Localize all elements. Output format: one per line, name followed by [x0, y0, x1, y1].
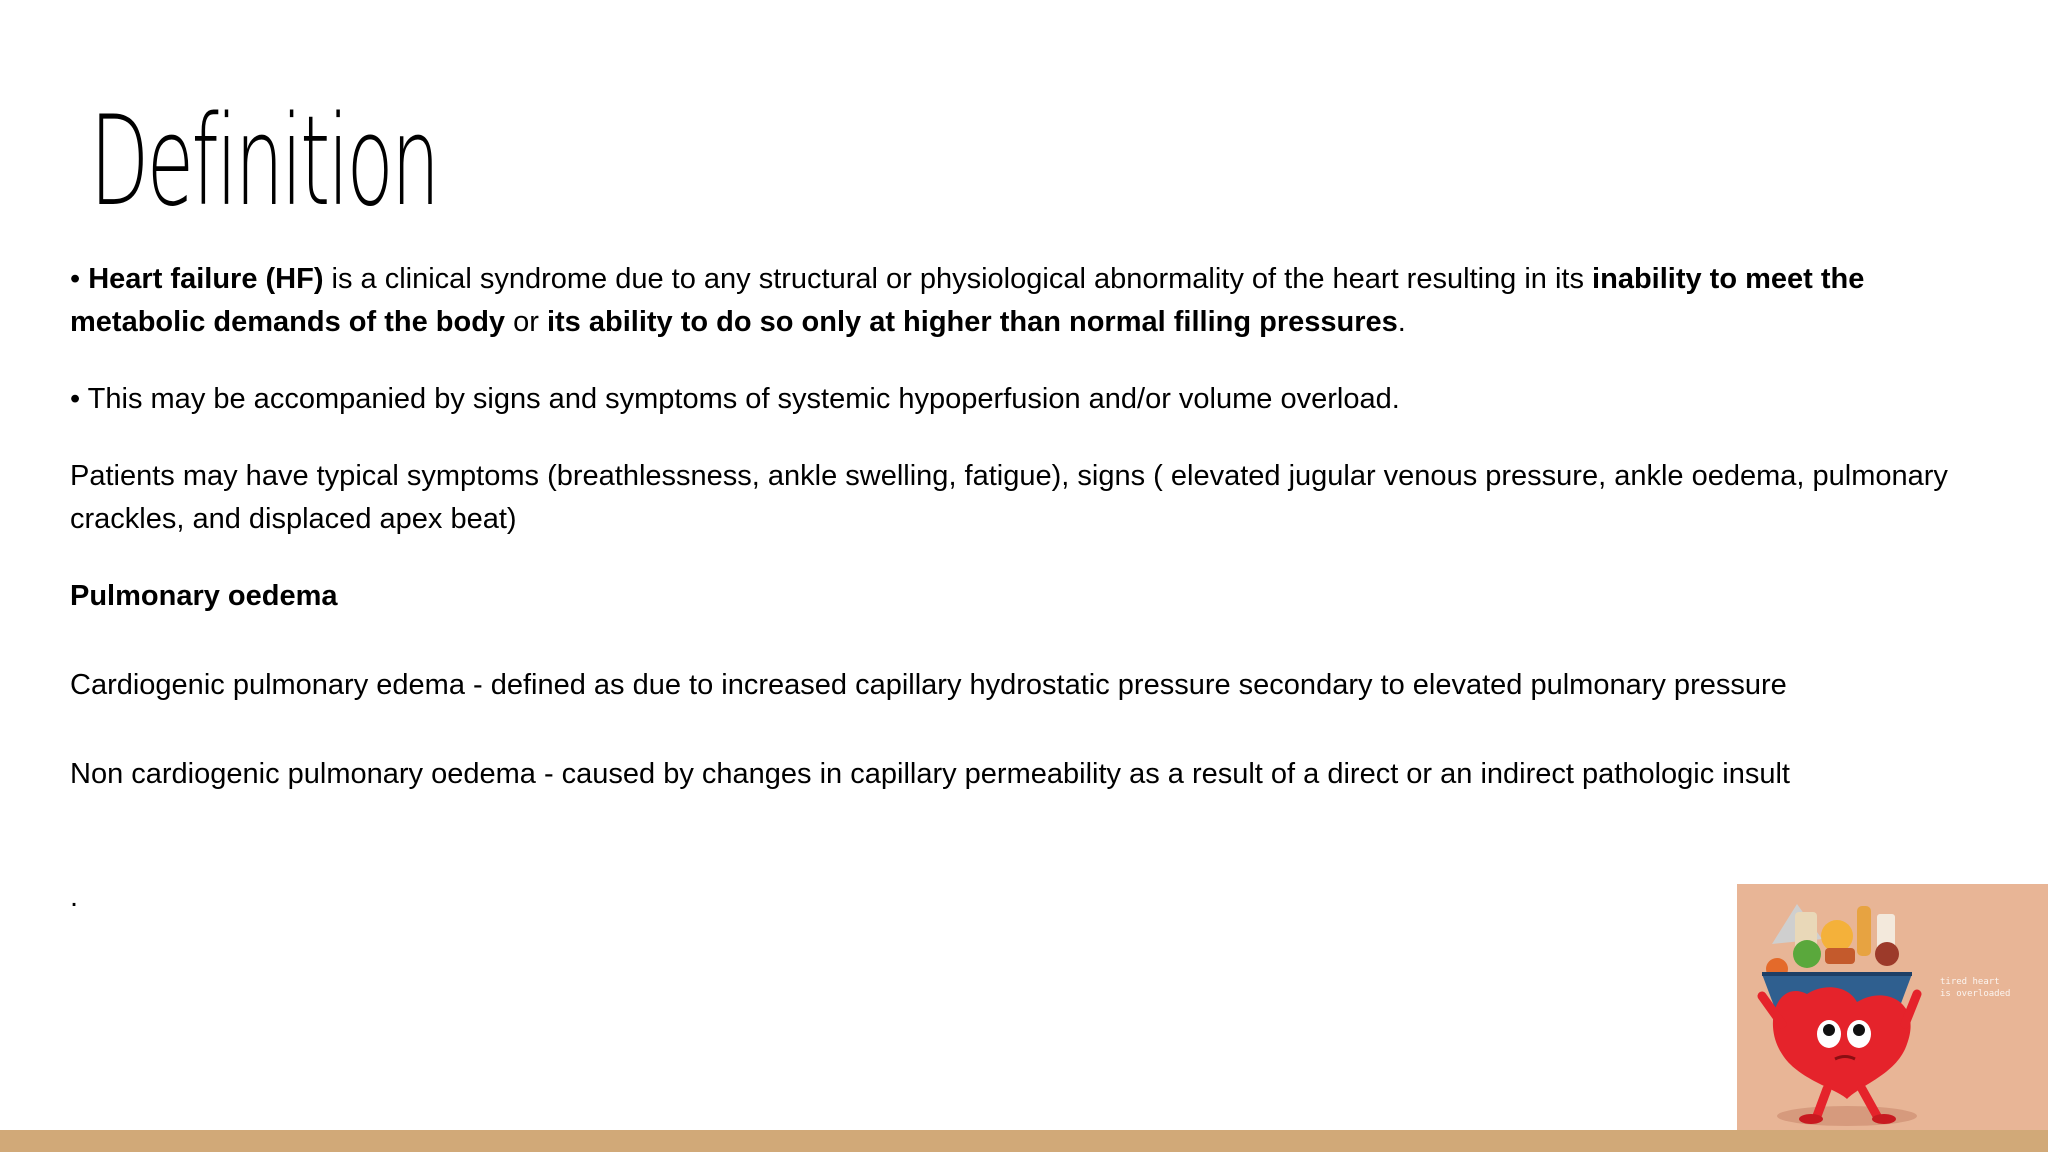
- hf-end: .: [1397, 306, 1406, 338]
- heading-text: Pulmonary oedema: [70, 580, 338, 612]
- hf-text-2: or: [505, 306, 547, 338]
- hf-definition-paragraph: [70, 258, 1970, 344]
- footer-bar: [0, 1130, 2048, 1152]
- trailing-dot: .: [70, 881, 79, 913]
- heart-cartoon-icon: [1737, 884, 2048, 1140]
- slide-body: [70, 258, 1970, 919]
- accompanied-paragraph: • This may be accompanied by signs and symptoms of systemic hypoperfusion and/or volume overload.: [70, 383, 1400, 415]
- hf-text-1: is a clinical syndrome due to any structural or physiological abnormality of the heart resulting in its: [323, 263, 1593, 295]
- hf-bold-2: its ability to do so only at higher than normal filling pressures: [546, 306, 1398, 338]
- noncardiogenic-paragraph: Non cardiogenic pulmonary oedema - caused by changes in capillary permeability as a result of a direct or an indirect pathologic insult: [70, 758, 1790, 790]
- bullet: •: [70, 263, 89, 295]
- symptoms-paragraph: Patients may have typical symptoms (breathlessness, ankle swelling, fatigue), signs ( elevated jugular venous pressure, ankle oedema, pulmonary crackles, and displaced apex beat): [70, 460, 1948, 535]
- hf-bold-1: inability to meet the metabolic demands of the body: [70, 263, 1865, 338]
- hf-term: Heart failure (HF): [88, 263, 324, 295]
- illustration-caption: tired heart is overloaded: [1940, 977, 2011, 999]
- tired-heart-illustration: [1737, 884, 2048, 1140]
- slide-title: Definition: [90, 90, 438, 234]
- pulmonary-oedema-heading: [70, 575, 1970, 618]
- cardiogenic-paragraph: Cardiogenic pulmonary edema - defined as due to increased capillary hydrostatic pressure secondary to elevated pulmonary pressure: [70, 669, 1787, 701]
